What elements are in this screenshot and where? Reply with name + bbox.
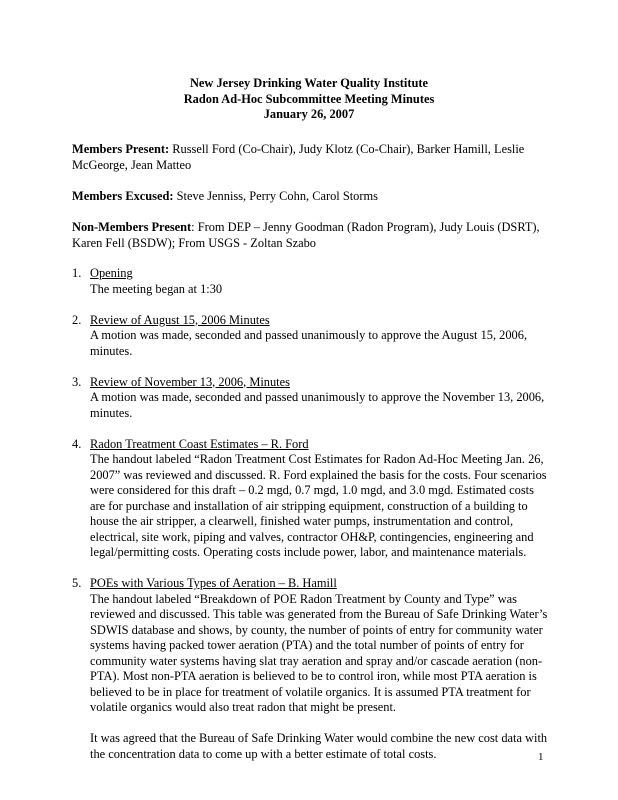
item-body: A motion was made, seconded and passed unanimously to approve the November 13, 2006, minutes. [90, 390, 545, 420]
item-title: Opening [90, 266, 133, 280]
members-present [72, 142, 552, 173]
page-number: 1 [538, 751, 544, 763]
item-body-followup: It was agreed that the Bureau of Safe Drinking Water would combine the new cost data with the concentration data to come up with a better estimate of total costs. [90, 731, 548, 761]
item-number: 1. [72, 266, 82, 280]
item-body: The handout labeled “Radon Treatment Cost Estimates for Radon Ad-Hoc Meeting Jan. 26, 2007” was reviewed and discussed. R. Ford explained the basis for the costs. Four scenarios were considered for this draft – 0.2 mgd, 0.7 mgd, 1.0 mgd, and 3.0 mgd. Estimated costs are for purchase and installation of air stripping equipment, construction of a building to house the air stripper, a clearwell, finished water pumps, instrumentation and control, electrical, site work, piping and valves, contractor OH&P, contingencies, engineering and legal/permitting costs. Operating costs include power, labor, and maintenance materials. [90, 452, 547, 559]
document-title: Radon Ad-Hoc Subcommittee Meeting Minutes [183, 91, 435, 106]
agenda-items [72, 266, 552, 778]
item-title: Radon Treatment Coast Estimates – R. Ford [90, 436, 309, 451]
item-title: Review of November 13, 2006, Minutes [90, 374, 290, 389]
agenda-item [72, 313, 552, 360]
item-number: 5. [72, 576, 82, 590]
agenda-item [72, 437, 552, 561]
agenda-item [72, 266, 552, 297]
members-present-label: Members Present: [72, 142, 170, 156]
item-number: 2. [72, 312, 82, 327]
item-number: 3. [72, 374, 82, 389]
organization-name: New Jersey Drinking Water Quality Institute [189, 76, 429, 90]
item-title: Review of August 15, 2006 Minutes [90, 312, 270, 327]
item-body: A motion was made, seconded and passed unanimously to approve the August 15, 2006, minutes. [90, 328, 528, 358]
item-title: POEs with Various Types of Aeration – B. Hamill [90, 576, 337, 590]
item-number: 4. [72, 436, 82, 451]
members-excused [72, 189, 552, 205]
members-excused-names: Steve Jenniss, Perry Cohn, Carol Storms [173, 189, 378, 203]
members-present-names: Russell Ford (Co-Chair), Judy Klotz (Co-Chair), Barker Hamill, Leslie McGeorge, Jean Matteo [72, 142, 525, 172]
agenda-item [72, 576, 552, 762]
item-body: The meeting began at 1:30 [90, 281, 223, 296]
agenda-item [72, 375, 552, 422]
non-members-names: : From DEP – Jenny Goodman (Radon Program), Judy Louis (DSRT), Karen Fell (BSDW); From USGS - Zoltan Szabo [72, 220, 540, 250]
document-header [0, 76, 618, 123]
members-excused-label: Members Excused: [72, 189, 174, 203]
non-members-label: Non-Members Present [72, 220, 192, 234]
item-body: The handout labeled “Breakdown of POE Radon Treatment by County and Type” was reviewed and discussed. This table was generated from the Bureau of Safe Drinking Water’s SDWIS database and shows, by county, the number of points of entry for community water systems having packed tower aeration (PTA) and the total number of points of entry for community water systems having slat tray aeration and spray and/or cascade aeration (non-PTA). Most non-PTA aeration is believed to be to control iron, while most PTA aeration is believed to be in place for treatment of volatile organics. It is assumed PTA treatment for volatile organics would also treat radon that might be present. [90, 591, 548, 714]
meeting-date: January 26, 2007 [263, 107, 355, 121]
non-members-present [72, 220, 552, 251]
